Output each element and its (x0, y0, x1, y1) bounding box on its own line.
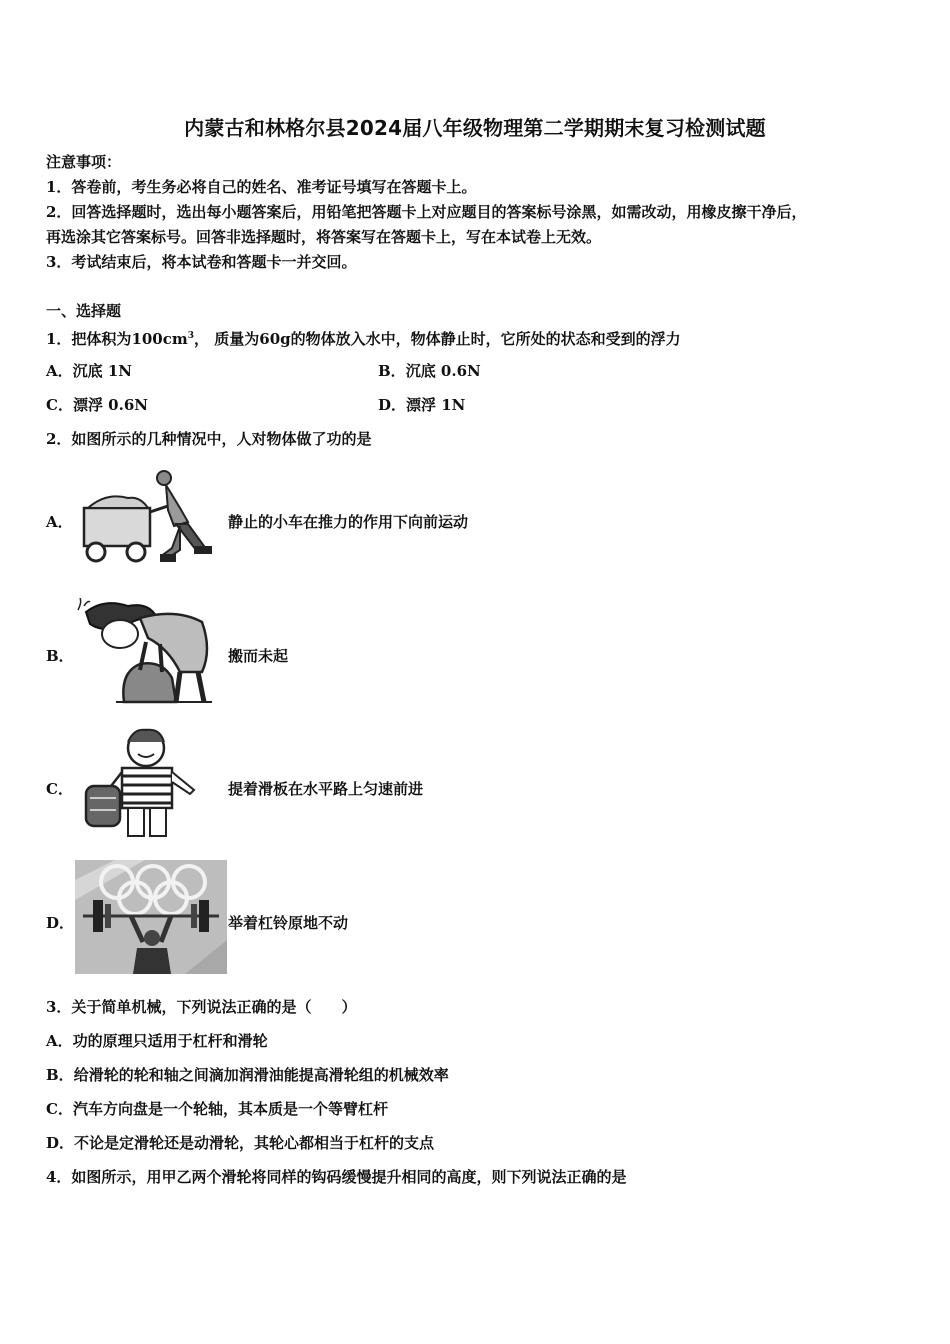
option-text: 功的原理只适用于杠杆和滑轮 (72, 1032, 268, 1050)
question-1-option-c (46, 395, 148, 415)
question-2-option-a-text: 静止的小车在推力的作用下向前运动 (228, 513, 469, 531)
notice-item: 1．答卷前，考生务必将自己的姓名、准考证号填写在答题卡上。 (46, 178, 477, 196)
option-text: 给滑轮的轮和轴之间滴加润滑油能提高滑轮组的机械效率 (73, 1066, 449, 1084)
option-letter: C． (46, 1100, 73, 1118)
question-1-option-d (378, 395, 465, 415)
option-letter: B． (46, 1066, 74, 1084)
notice-item: 再选涂其它答案标号。回答非选择题时，将答案写在答题卡上，写在本试卷上无效。 (46, 228, 602, 246)
question-4-stem: 4．如图所示，用甲乙两个滑轮将同样的钩码缓慢提升相同的高度，则下列说法正确的是 (46, 1168, 627, 1186)
person-lifting-rock-illustration (76, 598, 216, 706)
question-2-option-c-letter: C． (46, 780, 73, 798)
question-1-stem-sup: 3 (187, 331, 195, 341)
option-text: 沉底 1N (72, 362, 133, 380)
person-pushing-cart-illustration (76, 470, 222, 566)
option-letter: C． (46, 396, 73, 414)
question-1-option-a (46, 361, 132, 381)
notice-item: 2．回答选择题时，选出每小题答案后，用铅笔把答题卡上对应题目的答案标号涂黑，如需改动，用橡皮擦干净后， (46, 203, 807, 221)
question-1-option-b (378, 361, 481, 381)
question-3-option-a (46, 1031, 268, 1051)
question-2-stem: 2．如图所示的几种情况中，人对物体做了功的是 (46, 430, 372, 448)
question-3-option-c (46, 1099, 388, 1119)
question-2-option-c-text: 提着滑板在水平路上匀速前进 (228, 780, 424, 798)
question-1-stem-a: 1．把体积为100cm (46, 330, 188, 348)
question-2-option-b-letter: B． (46, 647, 74, 665)
question-2-option-d-text: 举着杠铃原地不动 (228, 914, 349, 932)
option-letter: B． (378, 362, 406, 380)
boy-carrying-bag-illustration (76, 728, 210, 838)
option-letter: D． (378, 396, 407, 414)
notice-heading: 注意事项： (46, 153, 122, 171)
option-letter: A． (46, 362, 73, 380)
option-text: 汽车方向盘是一个轮轴，其本质是一个等臂杠杆 (72, 1100, 388, 1118)
question-3-option-d (46, 1133, 434, 1153)
page-title: 内蒙古和林格尔县2024届八年级物理第二学期期末复习检测试题 (184, 116, 766, 140)
question-3-stem: 3．关于简单机械，下列说法正确的是（ ） (46, 998, 357, 1016)
weightlifter-olympic-rings-photo (75, 860, 227, 974)
option-letter: D． (46, 1134, 75, 1152)
option-text: 漂浮 1N (406, 396, 466, 414)
question-2-option-d-letter: D． (46, 914, 75, 932)
option-text: 不论是定滑轮还是动滑轮，其轮心都相当于杠杆的支点 (74, 1134, 435, 1152)
option-text: 沉底 0.6N (405, 362, 481, 380)
notice-item: 3．考试结束后，将本试卷和答题卡一并交回。 (46, 253, 357, 271)
question-1-stem (46, 326, 681, 349)
option-letter: A． (46, 1032, 73, 1050)
section-heading: 一、选择题 (46, 302, 122, 320)
question-1-stem-b: ， 质量为60g的物体放入水中，物体静止时，它所处的状态和受到的浮力 (194, 330, 681, 348)
option-text: 漂浮 0.6N (72, 396, 148, 414)
question-3-option-b (46, 1065, 449, 1085)
question-2-option-b-text: 搬而未起 (228, 647, 289, 665)
question-2-option-a-letter: A． (46, 513, 73, 531)
